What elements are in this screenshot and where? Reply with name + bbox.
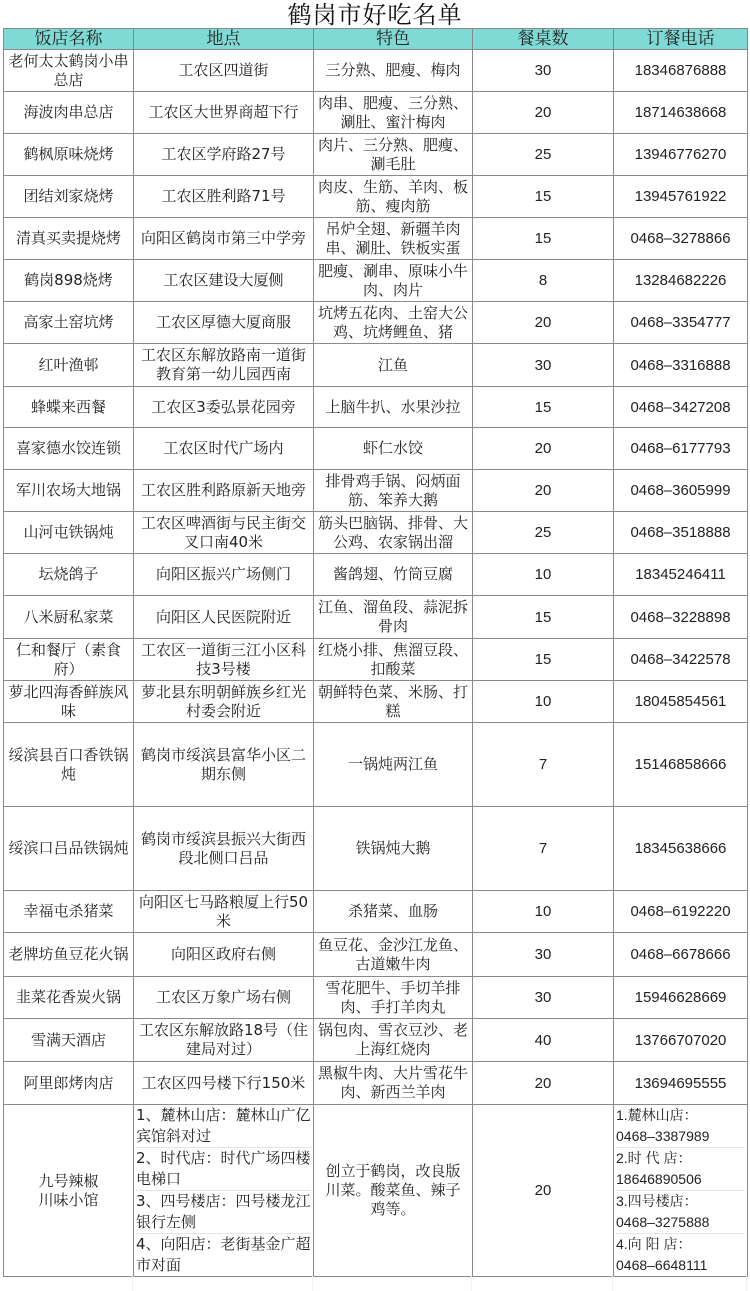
restaurant-location: 萝北县东明朝鲜族乡红光村委会附近	[134, 681, 314, 723]
table-row	[4, 1105, 748, 1277]
restaurant-phone: 0468–6192220	[614, 891, 748, 933]
restaurant-location: 向阳区振兴广场侧门	[134, 554, 314, 596]
restaurant-location: 工农区胜利路71号	[134, 176, 314, 218]
restaurant-location: 鹤岗市绥滨县富华小区二期东侧	[134, 723, 314, 807]
restaurant-feature: 肉串、肥瘦、三分熟、涮肚、蜜汁梅肉	[314, 92, 473, 134]
phone-line: 3.四号楼店：	[616, 1193, 698, 1209]
location-line: 3、四号楼店：四号楼龙江银行左侧	[136, 1191, 311, 1234]
restaurant-location: 向阳区鹤岗市第三中学旁	[134, 218, 314, 260]
restaurant-location: 工农区四号楼下行150米	[134, 1062, 314, 1105]
restaurant-phone: 0468–3228898	[614, 596, 748, 639]
restaurant-feature: 江鱼	[314, 344, 473, 387]
restaurant-phone: 13945761922	[614, 176, 748, 218]
phone-line: 0468–3275888	[616, 1212, 745, 1234]
restaurant-phone: 0468–6678666	[614, 933, 748, 977]
table-row	[4, 596, 748, 639]
restaurant-name: 仁和餐厅（素食府）	[4, 639, 134, 681]
restaurant-tables: 25	[473, 134, 614, 176]
restaurant-phone: 18345246411	[614, 554, 748, 596]
restaurant-feature: 肥瘦、涮串、原味小牛肉、肉片	[314, 260, 473, 302]
restaurant-feature: 坑烤五花肉、土窑大公鸡、坑烤鲤鱼、猪	[314, 302, 473, 344]
restaurant-location: 向阳区政府右侧	[134, 933, 314, 977]
restaurant-tables: 15	[473, 218, 614, 260]
restaurant-phone: 0468–3278866	[614, 218, 748, 260]
table-row	[4, 428, 748, 470]
table-row	[4, 977, 748, 1019]
restaurant-phone: 0468–3427208	[614, 387, 748, 428]
restaurant-name: 清真买卖提烧烤	[4, 218, 134, 260]
restaurant-phone: 15946628669	[614, 977, 748, 1019]
table-row	[4, 302, 748, 344]
restaurant-tables: 30	[473, 977, 614, 1019]
restaurant-phone: 0468–3316888	[614, 344, 748, 387]
table-row	[4, 1062, 748, 1105]
restaurant-name: 雪满天酒店	[4, 1019, 134, 1062]
table-row	[4, 639, 748, 681]
restaurant-tables: 30	[473, 344, 614, 387]
location-line: 4、向阳店：老街基金广超市对面	[136, 1235, 311, 1274]
restaurant-feature: 上脑牛扒、水果沙拉	[314, 387, 473, 428]
restaurant-locations	[134, 1105, 314, 1277]
restaurant-phone: 0468–3605999	[614, 470, 748, 512]
restaurant-phone: 13284682226	[614, 260, 748, 302]
restaurant-tables: 10	[473, 681, 614, 723]
column-header-feature: 特色	[314, 29, 473, 50]
restaurant-feature: 虾仁水饺	[314, 428, 473, 470]
restaurant-feature: 肉片、三分熟、肥瘦、涮毛肚	[314, 134, 473, 176]
table-row	[4, 1019, 748, 1062]
restaurant-tables: 20	[473, 470, 614, 512]
restaurant-tables: 20	[473, 92, 614, 134]
restaurant-phone: 13946776270	[614, 134, 748, 176]
restaurant-name: 鹤岗898烧烤	[4, 260, 134, 302]
table-row	[4, 512, 748, 554]
restaurant-feature: 创立于鹤岗，改良版川菜。酸菜鱼、辣子鸡等。	[314, 1105, 473, 1277]
restaurant-location: 工农区一道街三江小区科技3号楼	[134, 639, 314, 681]
restaurant-location: 工农区学府路27号	[134, 134, 314, 176]
restaurant-feature: 筋头巴脑锅、排骨、大公鸡、农家锅出溜	[314, 512, 473, 554]
restaurant-tables: 15	[473, 639, 614, 681]
restaurant-feature: 锅包肉、雪衣豆沙、老上海红烧肉	[314, 1019, 473, 1062]
restaurant-location: 工农区四道街	[134, 50, 314, 92]
restaurant-feature: 一锅炖两江鱼	[314, 723, 473, 807]
location-line: 2、时代店：时代广场四楼电梯口	[136, 1148, 311, 1191]
restaurant-name: 喜家德水饺连锁	[4, 428, 134, 470]
table-row	[4, 260, 748, 302]
column-header-location: 地点	[134, 29, 314, 50]
table-row	[4, 723, 748, 807]
table-row	[4, 50, 748, 92]
restaurant-name: 蜂蝶来西餐	[4, 387, 134, 428]
restaurant-name: 老何太太鹤岗小串总店	[4, 50, 134, 92]
phone-line: 4.向 阳 店：	[616, 1236, 692, 1252]
restaurant-name: 红叶渔邨	[4, 344, 134, 387]
restaurant-location: 工农区3委弘景花园旁	[134, 387, 314, 428]
restaurant-location: 工农区东解放路南一道街教育第一幼儿园西南	[134, 344, 314, 387]
restaurant-phone: 0468–3422578	[614, 639, 748, 681]
table-row	[4, 554, 748, 596]
restaurant-name: 绥滨县百口香铁锅炖	[4, 723, 134, 807]
restaurant-name: 坛烧鸽子	[4, 554, 134, 596]
restaurant-phone: 18045854561	[614, 681, 748, 723]
restaurant-feature: 杀猪菜、血肠	[314, 891, 473, 933]
restaurant-name: 阿里郎烤肉店	[4, 1062, 134, 1105]
restaurant-phones	[614, 1105, 748, 1277]
restaurant-feature: 鱼豆花、金沙江龙鱼、古道嫩牛肉	[314, 933, 473, 977]
restaurant-location: 工农区时代广场内	[134, 428, 314, 470]
restaurant-location: 工农区东解放路18号（住建局对过）	[134, 1019, 314, 1062]
restaurant-tables: 20	[473, 1062, 614, 1105]
restaurant-tables: 20	[473, 302, 614, 344]
table-row	[4, 470, 748, 512]
phone-line: 2.时 代 店：	[616, 1150, 692, 1166]
restaurant-tables: 10	[473, 554, 614, 596]
table-row	[4, 933, 748, 977]
restaurant-tables: 8	[473, 260, 614, 302]
restaurant-tables: 20	[473, 428, 614, 470]
phone-line: 0468–3387989	[616, 1126, 745, 1148]
restaurant-phone: 0468–3354777	[614, 302, 748, 344]
restaurant-phone: 0468–3518888	[614, 512, 748, 554]
restaurant-location: 向阳区七马路粮厦上行50米	[134, 891, 314, 933]
table-row	[4, 807, 748, 891]
restaurant-feature: 吊炉全翅、新疆羊肉串、涮肚、铁板实蛋	[314, 218, 473, 260]
restaurant-feature: 雪花肥牛、手切羊排肉、手打羊肉丸	[314, 977, 473, 1019]
restaurant-tables: 20	[473, 1105, 614, 1277]
phone-line: 0468–6648111	[616, 1257, 708, 1273]
restaurant-feature: 江鱼、溜鱼段、蒜泥拆骨肉	[314, 596, 473, 639]
restaurant-name: 鹤枫原味烧烤	[4, 134, 134, 176]
table-row	[4, 387, 748, 428]
restaurant-phone: 13766707020	[614, 1019, 748, 1062]
phone-line: 1.麓林山店：	[616, 1107, 698, 1123]
restaurant-phone: 18346876888	[614, 50, 748, 92]
restaurant-location: 工农区啤酒街与民主街交叉口南40米	[134, 512, 314, 554]
restaurant-phone: 0468–6177793	[614, 428, 748, 470]
restaurant-tables: 7	[473, 723, 614, 807]
restaurant-table	[3, 28, 748, 1277]
restaurant-location: 工农区厚德大厦商服	[134, 302, 314, 344]
restaurant-tables: 30	[473, 50, 614, 92]
phone-line: 18646890506	[616, 1169, 745, 1191]
column-header-name: 饭店名称	[4, 29, 134, 50]
restaurant-location: 工农区大世界商超下行	[134, 92, 314, 134]
restaurant-feature: 三分熟、肥瘦、梅肉	[314, 50, 473, 92]
restaurant-tables: 15	[473, 596, 614, 639]
restaurant-name: 幸福屯杀猪菜	[4, 891, 134, 933]
restaurant-tables: 25	[473, 512, 614, 554]
restaurant-name: 九号辣椒川味小馆	[4, 1105, 134, 1277]
empty-spreadsheet-row	[3, 1274, 747, 1291]
restaurant-name: 军川农场大地锅	[4, 470, 134, 512]
restaurant-name: 绥滨口吕品铁锅炖	[4, 807, 134, 891]
table-row	[4, 218, 748, 260]
column-header-phone: 订餐电话	[614, 29, 748, 50]
restaurant-tables: 7	[473, 807, 614, 891]
restaurant-name: 团结刘家烧烤	[4, 176, 134, 218]
restaurant-name: 山河屯铁锅炖	[4, 512, 134, 554]
restaurant-name: 萝北四海香鲜族风味	[4, 681, 134, 723]
restaurant-tables: 15	[473, 176, 614, 218]
restaurant-phone: 15146858666	[614, 723, 748, 807]
restaurant-feature: 排骨鸡手锅、闷炳面筋、笨养大鹅	[314, 470, 473, 512]
restaurant-location: 工农区万象广场右侧	[134, 977, 314, 1019]
restaurant-name: 高家土窑坑烤	[4, 302, 134, 344]
restaurant-name: 老牌坊鱼豆花火锅	[4, 933, 134, 977]
restaurant-location: 工农区胜利路原新天地旁	[134, 470, 314, 512]
restaurant-feature: 黑椒牛肉、大片雪花牛肉、新西兰羊肉	[314, 1062, 473, 1105]
restaurant-name: 海波肉串总店	[4, 92, 134, 134]
restaurant-feature: 肉皮、生筋、羊肉、板筋、瘦肉筋	[314, 176, 473, 218]
restaurant-location: 鹤岗市绥滨县振兴大街西段北侧口吕品	[134, 807, 314, 891]
table-row	[4, 891, 748, 933]
table-row	[4, 134, 748, 176]
table-row	[4, 344, 748, 387]
location-line: 1、麓林山店：麓林山广亿宾馆斜对过	[136, 1105, 311, 1148]
restaurant-phone: 13694695555	[614, 1062, 748, 1105]
table-row	[4, 176, 748, 218]
restaurant-phone: 18345638666	[614, 807, 748, 891]
restaurant-name: 韭菜花香炭火锅	[4, 977, 134, 1019]
restaurant-tables: 30	[473, 933, 614, 977]
restaurant-tables: 40	[473, 1019, 614, 1062]
table-row	[4, 92, 748, 134]
column-header-tables: 餐桌数	[473, 29, 614, 50]
restaurant-tables: 15	[473, 387, 614, 428]
table-row	[4, 681, 748, 723]
restaurant-feature: 酱鸽翅、竹筒豆腐	[314, 554, 473, 596]
restaurant-name: 八米厨私家菜	[4, 596, 134, 639]
restaurant-phone: 18714638668	[614, 92, 748, 134]
restaurant-feature: 朝鲜特色菜、米肠、打糕	[314, 681, 473, 723]
restaurant-feature: 红烧小排、焦溜豆段、扣酸菜	[314, 639, 473, 681]
restaurant-location: 工农区建设大厦侧	[134, 260, 314, 302]
restaurant-feature: 铁锅炖大鹅	[314, 807, 473, 891]
page-title: 鹤岗市好吃名单	[287, 1, 463, 29]
restaurant-location: 向阳区人民医院附近	[134, 596, 314, 639]
restaurant-tables: 10	[473, 891, 614, 933]
table-header-row	[4, 29, 748, 50]
